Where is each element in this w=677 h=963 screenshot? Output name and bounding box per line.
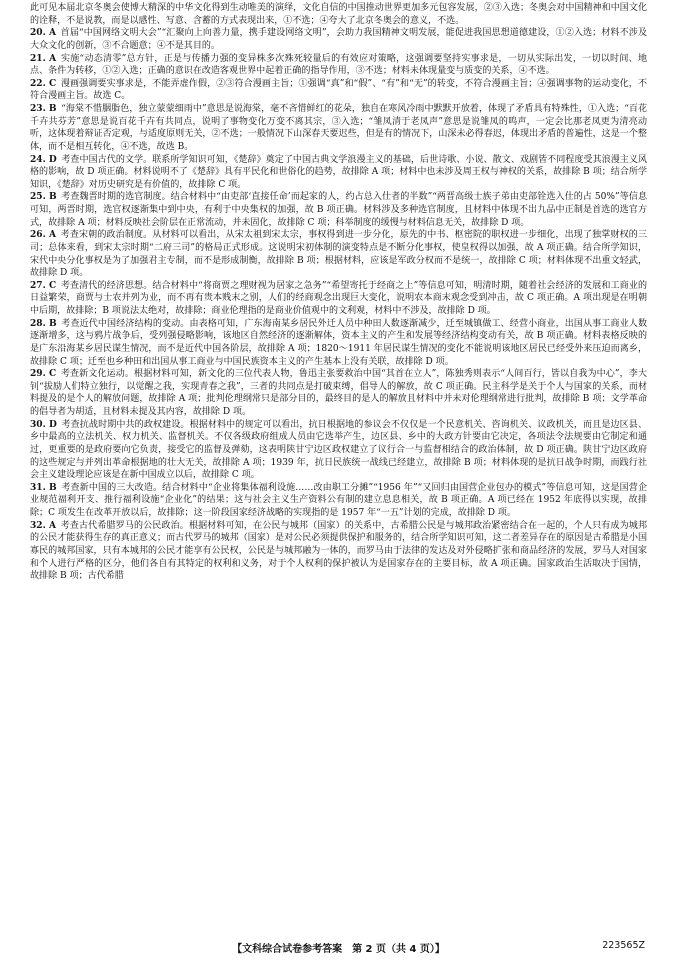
answer-explanation: 漫画强调要实事求是，不能弄虚作假，②③符合漫画主旨；①强调“真”和“假”、“有”和“无”的转变，不符合漫画主旨；④强调事物的运动变化，不符合漫画主旨。故选 C。 (30, 78, 647, 102)
answer-list (30, 2, 647, 583)
answer-item (30, 27, 647, 52)
answer-item (30, 229, 647, 280)
answer-number: 24. D (30, 154, 57, 165)
answer-item (30, 419, 647, 482)
answer-number: 32. A (30, 520, 57, 531)
answer-explanation: 考查宋朝的政治制度。从材料可以看出，从宋太祖到宋太宗，事权得到进一步分化，原先的中书、枢密院的职权进一步细化，出现了独掌财权的三司；总体来看，到宋太宗时期“二府三司”的格局正式形成。这说明宋初体制的演变特点是不断分化事权，使皇权得以加强，故 A 项正确。结合所学知识，宋代中央分化事权是为了加强君主专制，而不是形成制衡，故排除 B 项；根据材料，应该是军政分权而不是统一，故排除 C 项；材料体现不出重文轻武，故排除 D 项。 (30, 230, 647, 279)
answer-item (30, 482, 647, 520)
answer-item (30, 368, 647, 419)
answer-number: 27. C (30, 280, 57, 291)
answer-explanation: 考查新中国的三大改造。结合材料中“企业将集体福利设施……改由职工分摊”“1956 年”“又回归由国营企业包办的模式”等信息可知，这是国营企业规范福利开支、推行福利设施“企业化”的结果；这与社会主义生产资料公有制的建立息息相关，故 B 项正确。A 项已经在 1952 年底得以实现，故排除；C 项发生在改革开放以后，故排除；这一阶段国家经济战略的实现指的是 1957 年“一五”计划的完成，故排除 D 项。 (30, 482, 647, 518)
answer-number: 31. B (30, 482, 57, 493)
answer-explanation: 实施“动态清零”总方针，正是与传播力强的变异株多次殊死较量后的有效应对策略，这强调要坚持实事求是，一切从实际出发，一切以时间、地点、条件为转移，①②入选；正确的意识在改造客观世界中起着正确的指导作用，③不选；材料未体现量变与质变的关系，④不选。 (30, 53, 647, 77)
answer-item (30, 280, 647, 318)
answer-item (30, 103, 647, 154)
answer-number: 23. B (30, 104, 57, 114)
answer-explanation: 考查清代的经济思想。结合材料中“将商贾之理财视为居家之急务”“希望寄托于经商之上”等信息可知，明清时期，随着社会经济的发展和工商业的日益繁荣，商贾与士农并列为业，而不再有贵本贱末之别，人们的经商观念出现巨大变化，说明农本商末观念受到冲击，故 C 项正确。A 项出现是在明朝中后期，故排除；B 项说法太绝对，故排除；商业伦理指的是商业价值观中的文利观，材料中不涉及，故排除 D 项。 (30, 280, 647, 316)
answer-explanation: 考查魏晋时期的选官制度。结合材料中“由吏部‘直接任命’而起家的人，约占总入仕者的半数”“两晋高级士族子弟由吏部铨选入仕的占 50%”等信息可知，两晋时期，选官权逐渐集中到中央，有利于中央集权的加强，故 B 项正确。材料涉及多种选官制度，且材料中体现不出九品中正制是首选的选官方式，故排除 A 项；材料反映社会阶层在正常流动，并未固化，故排除 C 项；科举制度的缓慢与材料信息无关，故排除 D 项。 (30, 192, 648, 228)
answer-explanation: 首届“中国网络文明大会”“汇聚向上向善力量，携手建设网络文明”，会助力我国精神文明发展，能促进我国思想道德建设，①②入选；材料不涉及大众文化的创新，③不合题意；④不是其目的。 (30, 28, 647, 51)
answer-number: 28. B (30, 318, 57, 329)
answer-number: 26. A (30, 230, 57, 241)
answer-explanation: 考查抗战时期中共的政权建设。根据材料中的规定可以看出，抗日根据地的参议会不仅仅是一个民意机关、咨询机关、议政机关，而且是边区县、乡中最高的立法机关、权力机关、监督机关。不仅各级政府组成人员由它选举产生，边区县、乡中的大政方针要由它决定，各项法令法规要由它制定和通过，更重要的是政府要向它负责，接受它的监督及弹劾，这表明陕甘宁边区政权建立了议行合一与监督相结合的政治体制，故 D 项正确。陕甘宁边区政府的这些规定与并列出革命根据地的壮大无关，故排除 A 项；1939 年，抗日民族统一战线已经建立，故排除 B 项；材料体现的是抗日战争时期，而践行社会主义建设理论应该是在新中国成立以后，故排除 C 项。 (30, 419, 648, 481)
answer-number: 21. A (30, 53, 57, 64)
answer-number: 30. D (30, 419, 57, 430)
answer-explanation: “海棠不惜胭脂色，独立蒙蒙细雨中”意思是说海棠，毫不吝惜鲜红的花朵，独自在寒风冷雨中默默开放着，体现了矛盾具有特殊性，①入选；“百花千卉共芬芳”意思是说百花千卉有共同点，说明了事物变化万变不离其宗，③入选；“雏凤清于老凤声”意思是说雏凤的鸣声，一定会比那老凤更为清亮动听，这体现着辩证否定观，与适度原则无关，②不选；一般情况下山深春天要迟些，但是有的情况下，山深未必得春迟，体现出矛盾的普遍性，这是一个整体，而不是相互转化，④不选，故选 B。 (30, 104, 647, 152)
answer-item (30, 318, 647, 369)
answer-item (30, 53, 647, 78)
answer-item (30, 191, 647, 229)
answer-item (30, 154, 647, 192)
answer-explanation: 考查近代中国经济结构的变动。由表格可知，广东海南某乡居民外迁人员中种田人数逐渐减少，迁至城镇做工、经营小商业，出国从事工商业人数逐渐增多，这与鸦片战争后，受列强侵略影响，该地区自然经济的逐渐解体，资本主义的产生和发展等经济结构变动有关，故 B 项正确。材料表格反映的是广东沿海某乡居民谋生情况，而不是近代中国各阶层，故排除 A 项；1820～1911 年居民谋生情况的变化不能说明该地区居民已经受外来压迫而离乡，故排除 C 项；迁至也乡种田和出国从事工商业与中国民族资本主义的产生基本上没有关联，故排除 D 项。 (30, 318, 647, 367)
document-code: 223565Z (602, 940, 645, 951)
answer-item (30, 520, 647, 583)
answer-item (30, 2, 647, 27)
answer-explanation: 考查中国古代的文学。联系所学知识可知，《楚辞》奠定了中国古典文学浪漫主义的基础，后世诗歌、小说、散文、戏剧皆不同程度受其浪漫主义风格的影响，故 D 项正确。材料说明不了《楚辞》具有平民化和世俗化的趋势，故排除 A 项；材料中也未涉及周王权与神权的关系，故排除 B 项；结合所学知识，《楚辞》对历史研究是有价值的，故排除 C 项。 (30, 154, 647, 190)
answer-number: 22. C (30, 78, 57, 89)
footer-title: 【文科综合试卷参考答案 第 2 页（共 4 页）】 (232, 944, 445, 955)
answer-item (30, 78, 647, 103)
answer-explanation: 考查新文化运动。根据材料可知，新文化的三位代表人物，鲁迅主张要救治中国“其首在立人”，陈独秀则表示“人间百行，皆以自我为中心”，李大钊“拔励人们特立独行，以觉醒之我，实现青春之我”，三者的共同点是打破束缚，倡导人的解放，故 C 项正确。民主科学是关于个人与国家的关系，而材料提及的是个人的解放问题，故排除 A 项；批判伦理纲常只是部分目的，最终目的是人的解放且材料中并未对伦理纲常进行批判，故排除 B 项；文学革命的倡导者为胡适，且材料未提及其内容，故排除 D 项。 (30, 369, 648, 417)
answer-number: 29. C (30, 369, 57, 380)
answer-explanation: 考查古代希腊罗马的公民政治。根据材料可知，在公民与城邦（国家）的关系中，古希腊公民是与城邦政治紧密结合在一起的，个人只有成为城邦的公民才能获得生存的真正意义；而古代罗马的城邦（国家）是对公民必须提供保护和服务的，结合所学知识可知，这二者差异存在的原因是古希腊是小国寡民的城邦国家，只有本城邦的公民才能享有公民权，公民是与城邦融为一体的，而罗马由于法律的发达及对外侵略扩张和商品经济的发展，罗马人对国家和个人进行严格的区分，他们各自有其特定的权利和义务，对于个人权利的保护被认为是国家存在的主要目标，故 A 项正确。国家政治生活取决于国情，故排除 B 项；古代希腊 (30, 520, 647, 582)
answer-number: 25. B (30, 192, 57, 203)
answer-explanation: 此可见本届北京冬奥会使博大精深的中华文化得到生动唯美的演绎，文化自信的中国推动世界更加多元包容发展，②③入选；冬奥会对中国精神和中国文化的诠释，不是说教，而是以感性、写意、含蓄的方式表现出来，①不选；④夸大了北京冬奥会的意义，不选。 (30, 3, 647, 26)
answer-number: 20. A (30, 28, 57, 39)
